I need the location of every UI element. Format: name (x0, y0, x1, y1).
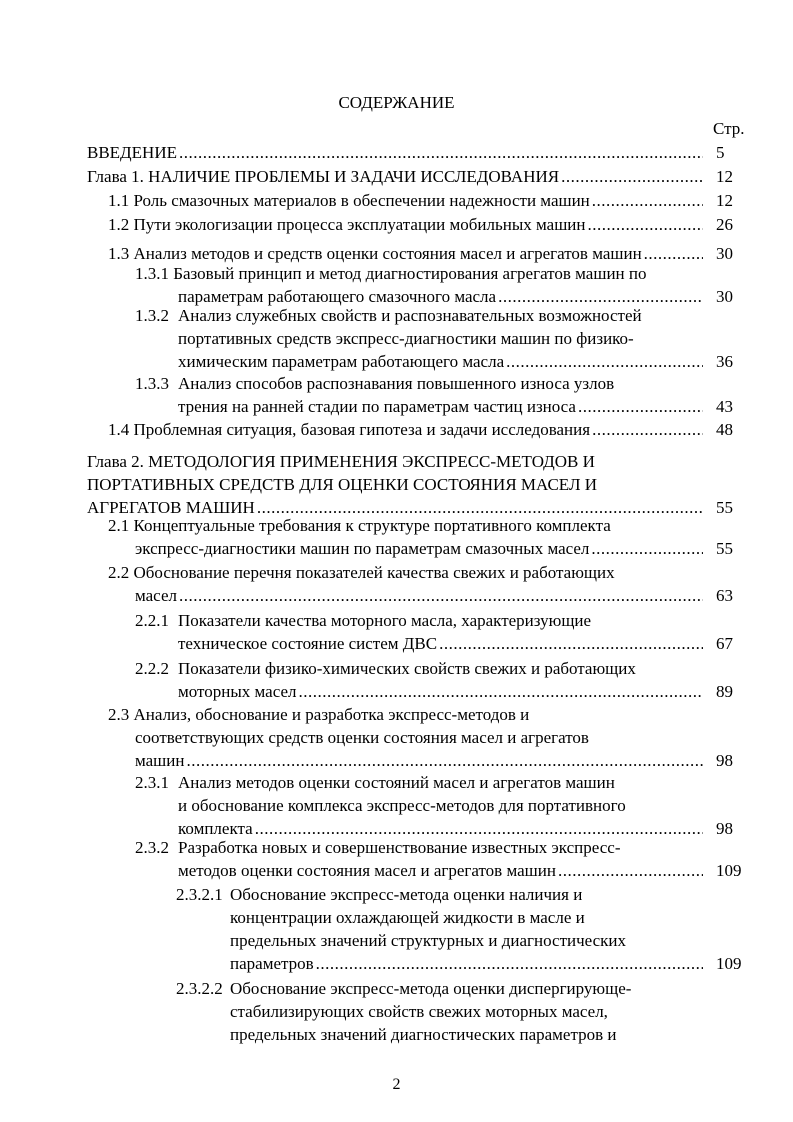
dot-leader (298, 680, 703, 703)
toc-entry-line (135, 749, 705, 772)
dot-leader (591, 537, 703, 560)
toc-entry-line (135, 609, 591, 632)
toc-page-number: 48 (716, 420, 733, 439)
page-column-label: Стр. (713, 119, 745, 138)
toc-entry-line (135, 262, 647, 285)
toc-entry-line (108, 418, 705, 441)
toc-entry-text: 2.2 Обоснование перечня показателей качества свежих и работающих (108, 563, 615, 582)
toc-entry-text: 1.3 Анализ методов и средств оценки состояния масел и агрегатов машин (108, 244, 642, 263)
toc-entry-text: машин (135, 751, 185, 770)
toc-entry-line (135, 584, 705, 607)
toc-entry-line (135, 771, 615, 794)
toc-entry-line (135, 836, 620, 859)
toc-entry-text: предельных значений диагностических параметров и (230, 1025, 617, 1044)
toc-page-number: 36 (716, 352, 733, 371)
toc-entry-line (108, 561, 615, 584)
toc-entry-number: 1.3.3 (135, 374, 169, 393)
toc-page-number: 98 (716, 819, 733, 838)
toc-page-number: 30 (716, 244, 733, 263)
dot-leader (578, 395, 703, 418)
dot-leader (316, 952, 703, 975)
toc-entry-line (87, 473, 597, 496)
page-number: 2 (392, 1076, 401, 1093)
toc-entry-text: 2.3 Анализ, обоснование и разработка экспресс-методов и (108, 705, 530, 724)
toc-entry-text: комплекта (178, 819, 253, 838)
toc-entry-line (108, 213, 705, 236)
toc-page-number: 67 (716, 634, 733, 653)
toc-entry-number: 2.3.2.2 (176, 979, 223, 998)
toc-entry-line (108, 514, 611, 537)
toc-entry-line (108, 703, 529, 726)
toc-entry-text: Обоснование экспресс-метода оценки диспергирующе- (230, 979, 632, 998)
toc-entry-line (135, 537, 705, 560)
dot-leader (186, 749, 703, 772)
toc-entry-number: 2.3.1 (135, 773, 169, 792)
dot-leader (561, 165, 703, 188)
toc-page-number: 98 (716, 751, 733, 770)
toc-entry-line (178, 327, 634, 350)
toc-entry-text: Показатели качества моторного масла, характеризующие (178, 611, 592, 630)
page-title: СОДЕРЖАНИЕ (338, 93, 455, 112)
toc-entry-text: концентрации охлаждающей жидкости в масле и (230, 908, 585, 927)
toc-entry-line (230, 1023, 616, 1046)
toc-page-number: 109 (716, 861, 742, 880)
toc-entry-text: Анализ служебных свойств и распознавательных возможностей (178, 306, 642, 325)
toc-entry-text: Разработка новых и совершенствование известных экспресс- (178, 838, 621, 857)
toc-page-number: 43 (716, 397, 733, 416)
toc-page-number: 26 (716, 215, 733, 234)
toc-entry-number: 1.3.2 (135, 306, 169, 325)
toc-entry-text: стабилизирующих свойств свежих моторных масел, (230, 1002, 608, 1021)
toc-entry-line (230, 929, 626, 952)
toc-page-number: 109 (716, 954, 742, 973)
toc-entry-line (230, 952, 705, 975)
toc-entry-text: техническое состояние систем ДВС (178, 634, 438, 653)
toc-entry-line (230, 906, 585, 929)
toc-entry-line (87, 165, 705, 188)
toc-entry-number: 2.3.2.1 (176, 885, 223, 904)
toc-entry-line (178, 794, 626, 817)
toc-entry-line (176, 883, 582, 906)
toc-entry-text: и обоснование комплекса экспресс-методов для портативного (178, 796, 626, 815)
toc-entry-line (230, 1000, 608, 1023)
dot-leader (592, 189, 703, 212)
toc-entry-text: соответствующих средств оценки состояния масел и агрегатов (135, 728, 589, 747)
toc-entry-line (87, 450, 595, 473)
toc-entry-text: методов оценки состояния масел и агрегатов машин (178, 861, 556, 880)
toc-entry-text: АГРЕГАТОВ МАШИН (87, 498, 255, 517)
dot-leader (558, 859, 703, 882)
toc-entry-line (135, 372, 614, 395)
toc-page-number: 30 (716, 287, 733, 306)
dot-leader (179, 141, 703, 164)
toc-entry-text: трения на ранней стадии по параметрам частиц износа (178, 397, 576, 416)
toc-entry-text: Анализ способов распознавания повышенного износа узлов (178, 374, 615, 393)
dot-leader (506, 350, 703, 373)
toc-entry-text: 1.1 Роль смазочных материалов в обеспечении надежности машин (108, 191, 590, 210)
toc-entry-line (178, 395, 705, 418)
toc-page-number: 55 (716, 498, 733, 517)
toc-page-number: 12 (716, 167, 733, 186)
toc-entry-text: 3.1 Базовый принцип и метод диагностирования агрегатов машин по (147, 264, 647, 283)
dot-leader (179, 584, 703, 607)
toc-entry-line (87, 141, 705, 164)
toc-entry-line (108, 189, 705, 212)
toc-entry-text: параметрам работающего смазочного масла (178, 287, 497, 306)
dot-leader (644, 242, 703, 265)
toc-entry-line (178, 350, 705, 373)
toc-entry-line (178, 632, 705, 655)
toc-entry-text: экспресс-диагностики машин по параметрам смазочных масел (135, 539, 590, 558)
toc-entry-text: Показатели физико-химических свойств свежих и работающих (178, 659, 636, 678)
toc-page-number: 12 (716, 191, 733, 210)
toc-entry-line (135, 726, 589, 749)
dot-leader (439, 632, 703, 655)
toc-page-number: 55 (716, 539, 733, 558)
toc-entry-text: Глава 1. НАЛИЧИЕ ПРОБЛЕМЫ И ЗАДАЧИ ИССЛЕДОВАНИЯ (87, 167, 560, 186)
toc-entry-text: предельных значений структурных и диагностических (230, 931, 627, 950)
dot-leader (592, 418, 703, 441)
toc-entry-number: 2.2.2 (135, 659, 169, 678)
toc-entry-line (178, 859, 705, 882)
toc-entry-text: Обоснование экспресс-метода оценки наличия и (230, 885, 583, 904)
toc-entry-text: 2.1 Концептуальные требования к структуре портативного комплекта (108, 516, 611, 535)
toc-entry-number: 2.3.2 (135, 838, 169, 857)
toc-entry-text: портативных средств экспресс-диагностики машин по физико- (178, 329, 634, 348)
toc-entry-text: ПОРТАТИВНЫХ СРЕДСТВ ДЛЯ ОЦЕНКИ СОСТОЯНИЯ МАСЕЛ И (87, 475, 598, 494)
toc-entry-line (135, 657, 636, 680)
toc-entry-line (135, 304, 642, 327)
toc-entry-number: 1. (135, 264, 148, 283)
toc-entry-line (178, 680, 705, 703)
toc-entry-text: Анализ методов оценки состояний масел и агрегатов машин (178, 773, 615, 792)
dot-leader (588, 213, 704, 236)
toc-page-number: 5 (716, 143, 725, 162)
toc-entry-line (176, 977, 631, 1000)
toc-entry-text: 1.4 Проблемная ситуация, базовая гипотеза и задачи исследования (108, 420, 591, 439)
toc-entry-text: 1.2 Пути экологизации процесса эксплуатации мобильных машин (108, 215, 586, 234)
toc-entry-text: ВВЕДЕНИЕ (87, 143, 177, 162)
toc-page-number: 63 (716, 586, 733, 605)
toc-entry-text: моторных масел (178, 682, 297, 701)
toc-page-number: 89 (716, 682, 733, 701)
toc-entry-text: Глава 2. МЕТОДОЛОГИЯ ПРИМЕНЕНИЯ ЭКСПРЕСС-МЕТОДОВ И (87, 452, 595, 471)
toc-entry-text: параметров (230, 954, 314, 973)
toc-entry-text: химическим параметрам работающего масла (178, 352, 505, 371)
toc-entry-text: масел (135, 586, 177, 605)
toc-entry-number: 2.2.1 (135, 611, 169, 630)
